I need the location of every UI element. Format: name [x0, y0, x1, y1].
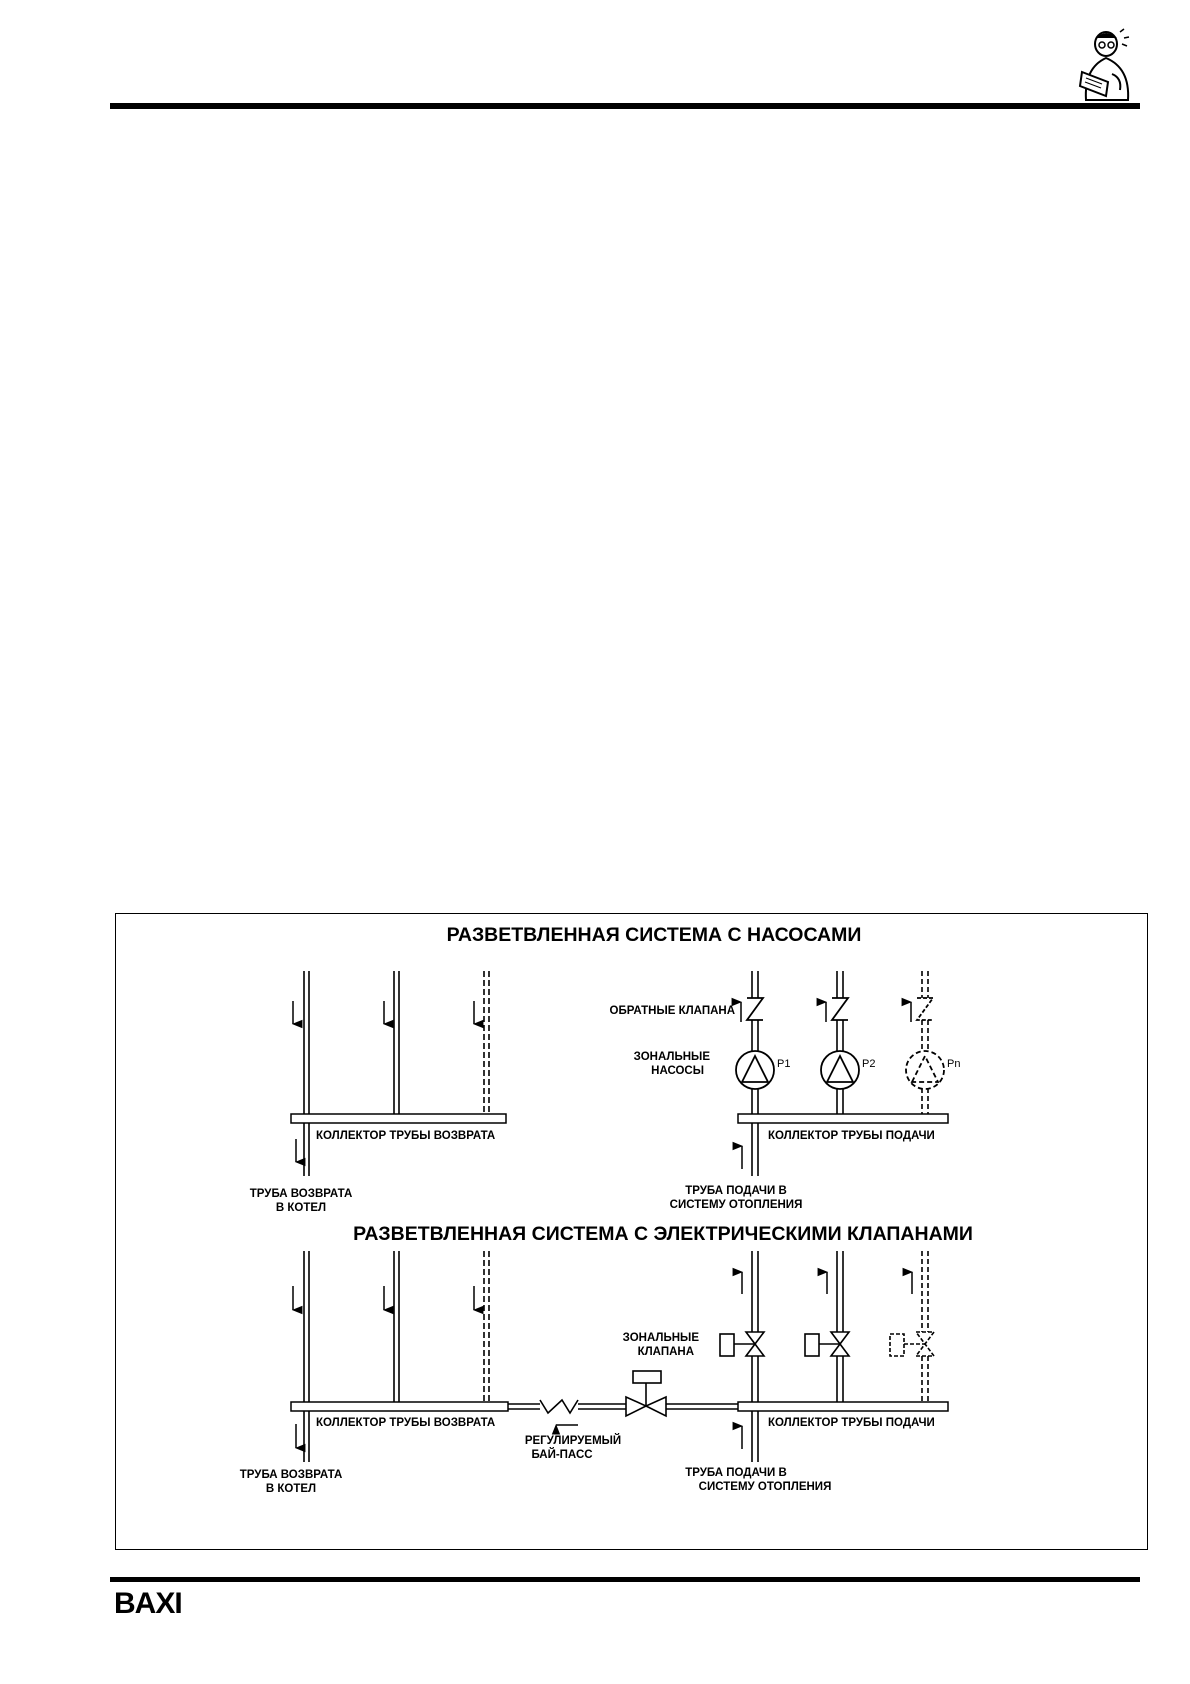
bottom-return-risers	[304, 1251, 489, 1402]
check-valves-label: ОБРАТНЫЕ КЛАПАНА	[609, 1005, 735, 1017]
zone-pumps-label-1: ЗОНАЛЬНЫЕ	[633, 1051, 710, 1063]
top-supply-riser-n	[922, 971, 928, 1114]
top-check-valve-arrows	[741, 1002, 911, 1022]
top-supply-pipe-label-1: ТРУБА ПОДАЧИ В	[685, 1185, 787, 1197]
heating-schemes-figure	[115, 913, 1148, 1550]
bottom-return-outlet-pipe	[304, 1411, 309, 1462]
top-supply-collector-label: КОЛЛЕКТОР ТРУБЫ ПОДАЧИ	[768, 1130, 935, 1142]
bottom-return-pipe-label-1: ТРУБА ВОЗВРАТА	[239, 1469, 343, 1481]
reading-man-icon	[1072, 28, 1138, 102]
bottom-return-collector-label: КОЛЛЕКТОР ТРУБЫ ВОЗВРАТА	[316, 1417, 496, 1429]
check-valve-1	[747, 998, 763, 1020]
pump-pn-label: Pn	[947, 1058, 961, 1070]
bottom-return-flow-arrows	[293, 1286, 474, 1310]
zone-valves-label-2: КЛАПАНА	[637, 1346, 694, 1358]
bottom-supply-risers	[752, 1251, 843, 1402]
schemes-diagram	[116, 914, 1149, 1551]
zone-pumps-label-2: НАСОСЫ	[651, 1065, 704, 1077]
top-return-risers	[304, 971, 489, 1114]
bottom-supply-flow-arrows	[742, 1272, 912, 1294]
top-return-collector-label: КОЛЛЕКТОР ТРУБЫ ВОЗВРАТА	[316, 1130, 496, 1142]
bypass-label-1: РЕГУЛИРУЕМЫЙ	[524, 1435, 622, 1447]
check-valve-n	[917, 998, 933, 1020]
top-supply-collector	[738, 1114, 948, 1123]
top-return-collector	[291, 1114, 506, 1123]
footer-rule	[110, 1577, 1140, 1582]
top-supply-risers	[752, 971, 843, 1114]
bottom-supply-pipe-label-1: ТРУБА ПОДАЧИ В	[685, 1467, 787, 1479]
zone-valve-2	[805, 1332, 849, 1356]
bottom-supply-collector	[738, 1402, 948, 1411]
zone-valves	[720, 1332, 934, 1356]
top-title: РАЗВЕТВЛЕННАЯ СИСТЕМА С НАСОСАМИ	[446, 924, 862, 946]
pump-p1-label: P1	[777, 1058, 791, 1070]
zone-pumps	[736, 1051, 944, 1089]
top-supply-pipe-label-2: СИСТЕМУ ОТОПЛЕНИЯ	[669, 1199, 803, 1211]
pump-p2-label: P2	[862, 1058, 876, 1070]
top-return-pipe-label-1: ТРУБА ВОЗВРАТА	[249, 1188, 353, 1200]
bypass-control-valve	[626, 1371, 666, 1416]
zone-valve-n	[890, 1332, 934, 1356]
bottom-supply-inlet-pipe	[752, 1411, 758, 1462]
zone-valve-1	[720, 1332, 764, 1356]
bottom-supply-collector-label: КОЛЛЕКТОР ТРУБЫ ПОДАЧИ	[768, 1417, 935, 1429]
check-valves	[747, 998, 933, 1020]
bottom-supply-pipe-label-2: СИСТЕМУ ОТОПЛЕНИЯ	[698, 1481, 832, 1493]
top-supply-inlet-pipe	[752, 1123, 758, 1176]
bottom-return-pipe-label-2: В КОТЕЛ	[265, 1483, 317, 1495]
top-return-flow-arrows	[293, 1001, 474, 1024]
check-valve-2	[832, 998, 848, 1020]
bypass-check-valve	[540, 1400, 578, 1413]
top-return-pipe-label-2: В КОТЕЛ	[275, 1202, 327, 1214]
bypass-label-2: БАЙ-ПАСС	[531, 1449, 593, 1461]
header-rule	[110, 103, 1140, 109]
bottom-title: РАЗВЕТВЛЕННАЯ СИСТЕМА С ЭЛЕКТРИЧЕСКИМИ КЛАПАНАМИ	[353, 1223, 973, 1245]
top-return-outlet-pipe	[304, 1123, 309, 1176]
bottom-supply-riser-n	[922, 1251, 928, 1402]
zone-valves-label-1: ЗОНАЛЬНЫЕ	[622, 1332, 699, 1344]
baxi-logo: BAXI	[114, 1587, 182, 1620]
bottom-return-collector	[291, 1402, 508, 1411]
